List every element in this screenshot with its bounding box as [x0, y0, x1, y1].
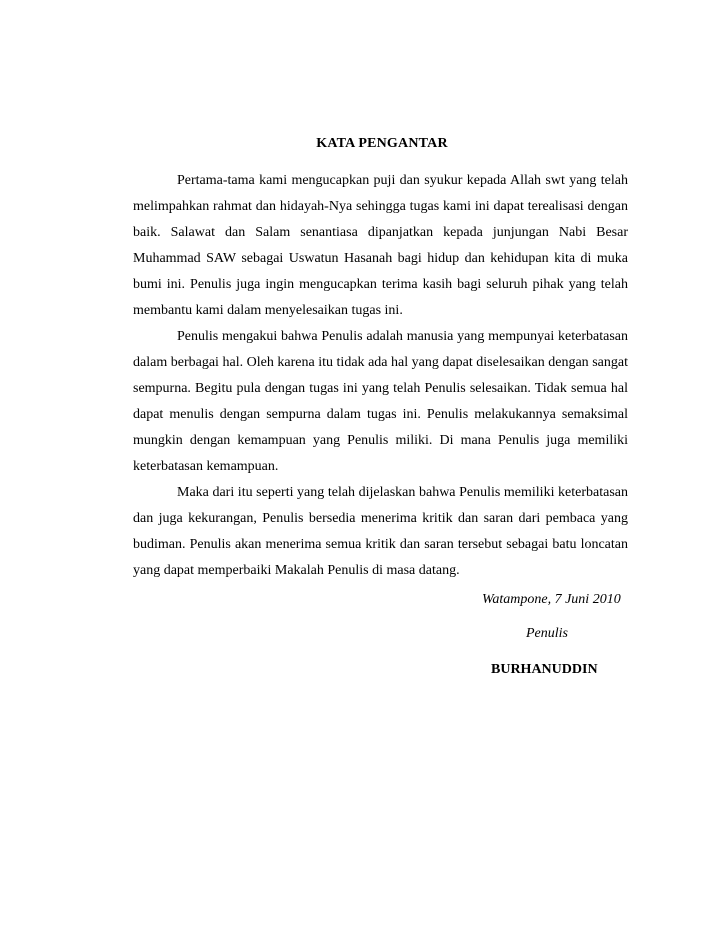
paragraph-3: Maka dari itu seperti yang telah dijelaskan bahwa Penulis memiliki keterbatasan dan juga kekurangan, Penulis bersedia menerima kritik dan saran dari pembaca yang budiman. Penulis akan menerima semua kritik dan saran tersebut sebagai batu loncatan yang dapat memperbaiki Makalah Penulis di masa datang. [133, 485, 628, 578]
signature-place-date: Watampone, 7 Juni 2010 [482, 592, 621, 607]
body-text [133, 168, 628, 584]
page-title: KATA PENGANTAR [316, 136, 448, 151]
paragraph-1: Pertama-tama kami mengucapkan puji dan syukur kepada Allah swt yang telah melimpahkan rahmat dan hidayah-Nya sehingga tugas kami ini dapat terealisasi dengan baik. Salawat dan Salam senantiasa dipanjatkan kepada junjungan Nabi Besar Muhammad SAW sebagai Uswatun Hasanah bagi hidup dan kehidupan kita di muka bumi ini. Penulis juga ingin mengucapkan terima kasih bagi seluruh pihak yang telah membantu kami dalam menyelesaikan tugas ini. [133, 173, 628, 318]
signature-name: BURHANUDDIN [491, 662, 598, 677]
signature-role: Penulis [526, 626, 568, 641]
paragraph-2: Penulis mengakui bahwa Penulis adalah manusia yang mempunyai keterbatasan dalam berbagai hal. Oleh karena itu tidak ada hal yang dapat diselesaikan dengan sangat sempurna. Begitu pula dengan tugas ini yang telah Penulis selesaikan. Tidak semua hal dapat menulis dengan sempurna dalam tugas ini. Penulis melakukannya semaksimal mungkin dengan kemampuan yang Penulis miliki. Di mana Penulis juga memiliki keterbatasan kemampuan. [133, 329, 628, 474]
